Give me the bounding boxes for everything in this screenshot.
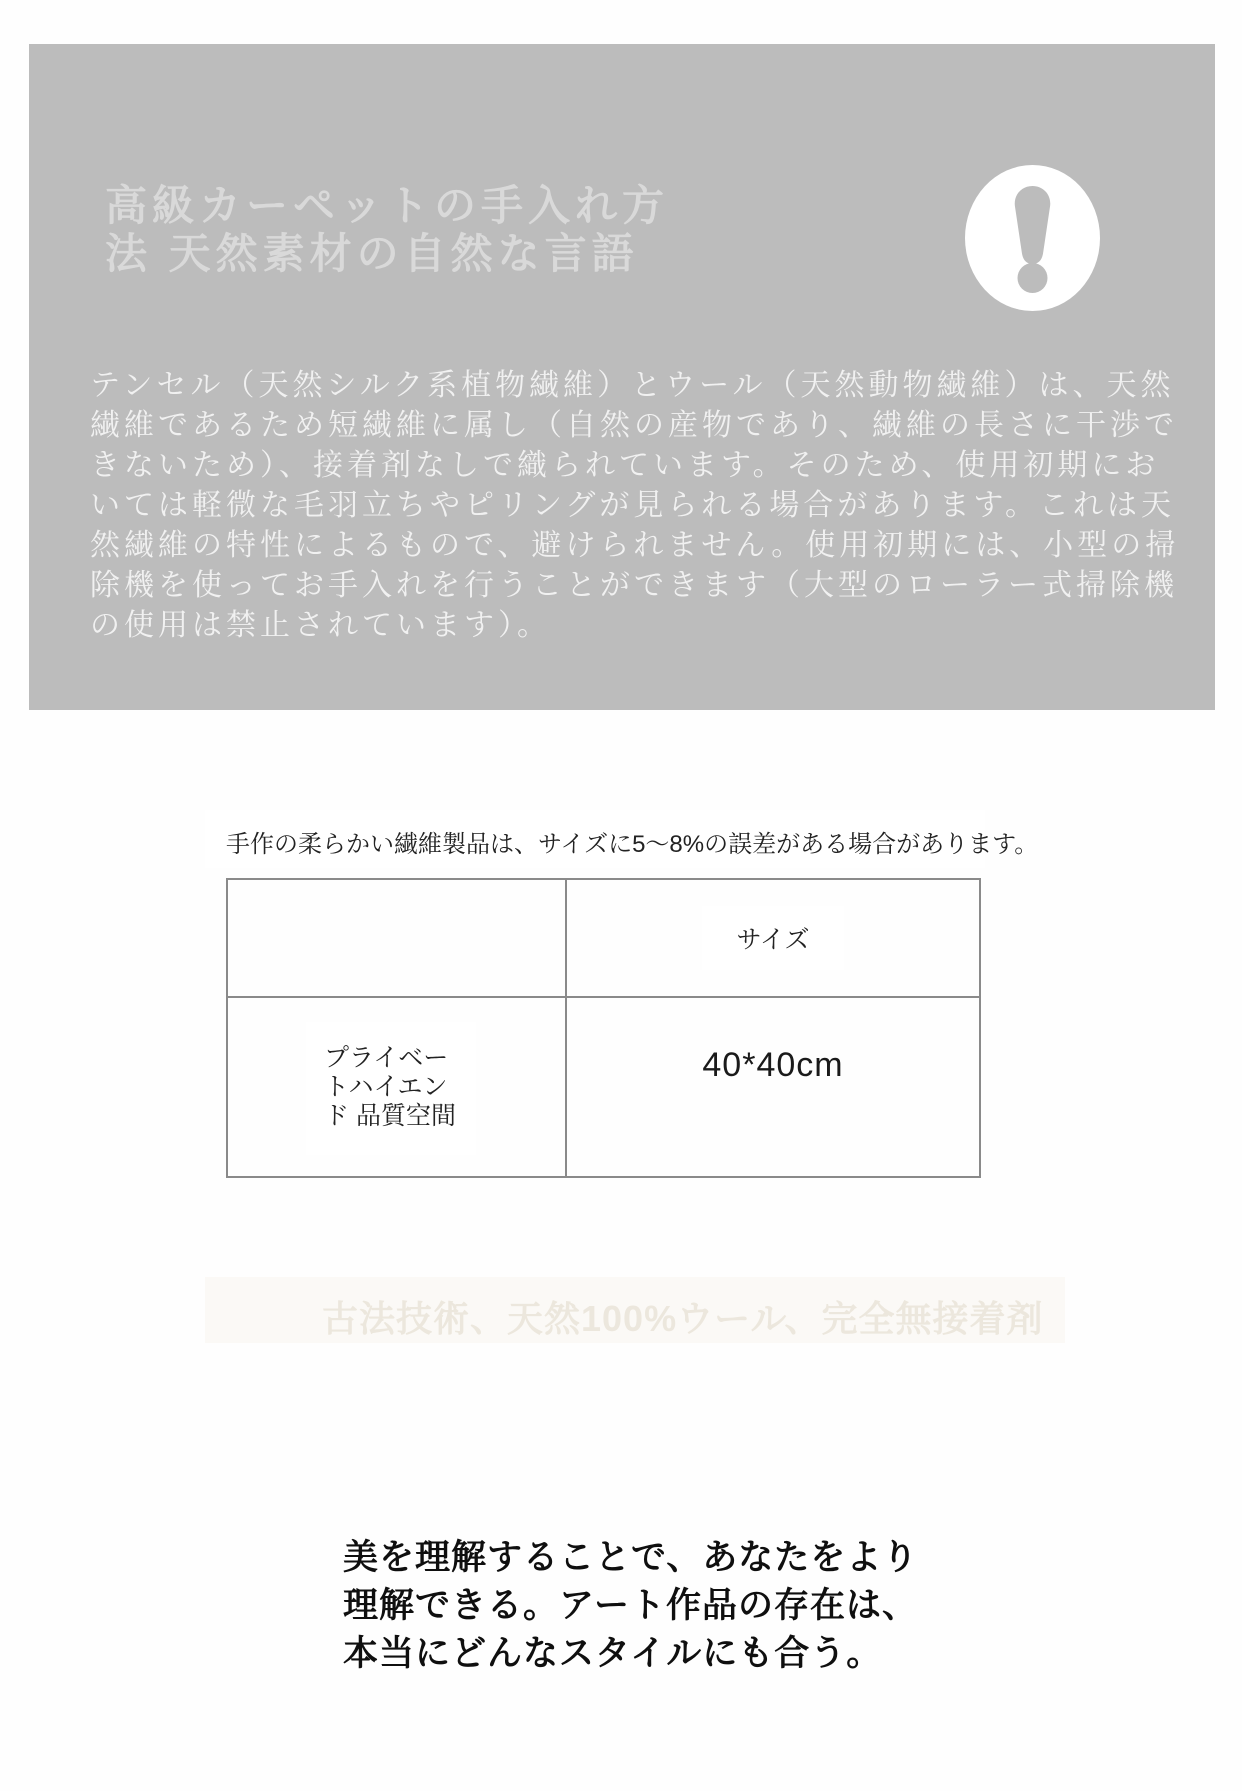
table-row	[228, 998, 979, 1176]
banner-title	[105, 182, 669, 278]
size-column-header: サイズ	[702, 906, 843, 970]
care-instructions-banner	[29, 44, 1215, 710]
product-name	[306, 1022, 476, 1155]
header-cell-empty	[228, 880, 567, 996]
size-spec-table	[226, 878, 981, 1178]
paragraph-line: 繊維であるため短繊維に属し（自然の産物であり、繊維の長さに干渉で	[90, 409, 1178, 442]
banner-title-line-1: 高級カーペットの手入れ方	[105, 182, 670, 229]
size-value: 40*40cm	[702, 1046, 844, 1084]
exclamation-alert-icon	[965, 165, 1100, 311]
size-value-cell	[567, 998, 979, 1176]
paragraph-line: 然繊維の特性によるもので、避けられません。使用初期には、小型の掃	[90, 529, 1180, 562]
paragraph-line: の使用は禁止されています）。	[90, 609, 551, 642]
header-cell-size	[567, 880, 979, 996]
slogan-line-3: 本当にどんなスタイルにも合う。	[343, 1634, 883, 1673]
product-name-line-2: トハイエン	[324, 1073, 448, 1101]
table-header-row	[228, 880, 979, 998]
slogan-text	[343, 1534, 918, 1678]
slogan-line-2: 理解できる。アート作品の存在は、	[343, 1586, 918, 1625]
watermark-text: 古法技術、天然100%ウール、完全無接着剤	[322, 1298, 1044, 1339]
product-name-line-1: プライベー	[324, 1044, 449, 1072]
size-tolerance-note: 手作の柔らかい繊維製品は、サイズに5～8%の誤差がある場合があります。	[226, 831, 1039, 858]
banner-paragraph	[90, 366, 1179, 646]
product-name-line-3: ド 品質空間	[324, 1102, 456, 1130]
slogan-line-1: 美を理解することで、あなたをより	[343, 1538, 919, 1577]
paragraph-line: いては軽微な毛羽立ちやピリングが見られる場合があります。これは天	[90, 489, 1175, 522]
product-name-cell	[228, 998, 567, 1176]
banner-title-line-2: 法 天然素材の自然な言語	[105, 230, 639, 277]
paragraph-line: 除機を使ってお手入れを行うことができます（大型のローラー式掃除機	[90, 569, 1178, 602]
paragraph-line: テンセル（天然シルク系植物繊維）とウール（天然動物繊維）は、天然	[90, 369, 1175, 402]
paragraph-line: きないため）、接着剤なしで織られています。そのため、使用初期にお	[90, 449, 1160, 482]
